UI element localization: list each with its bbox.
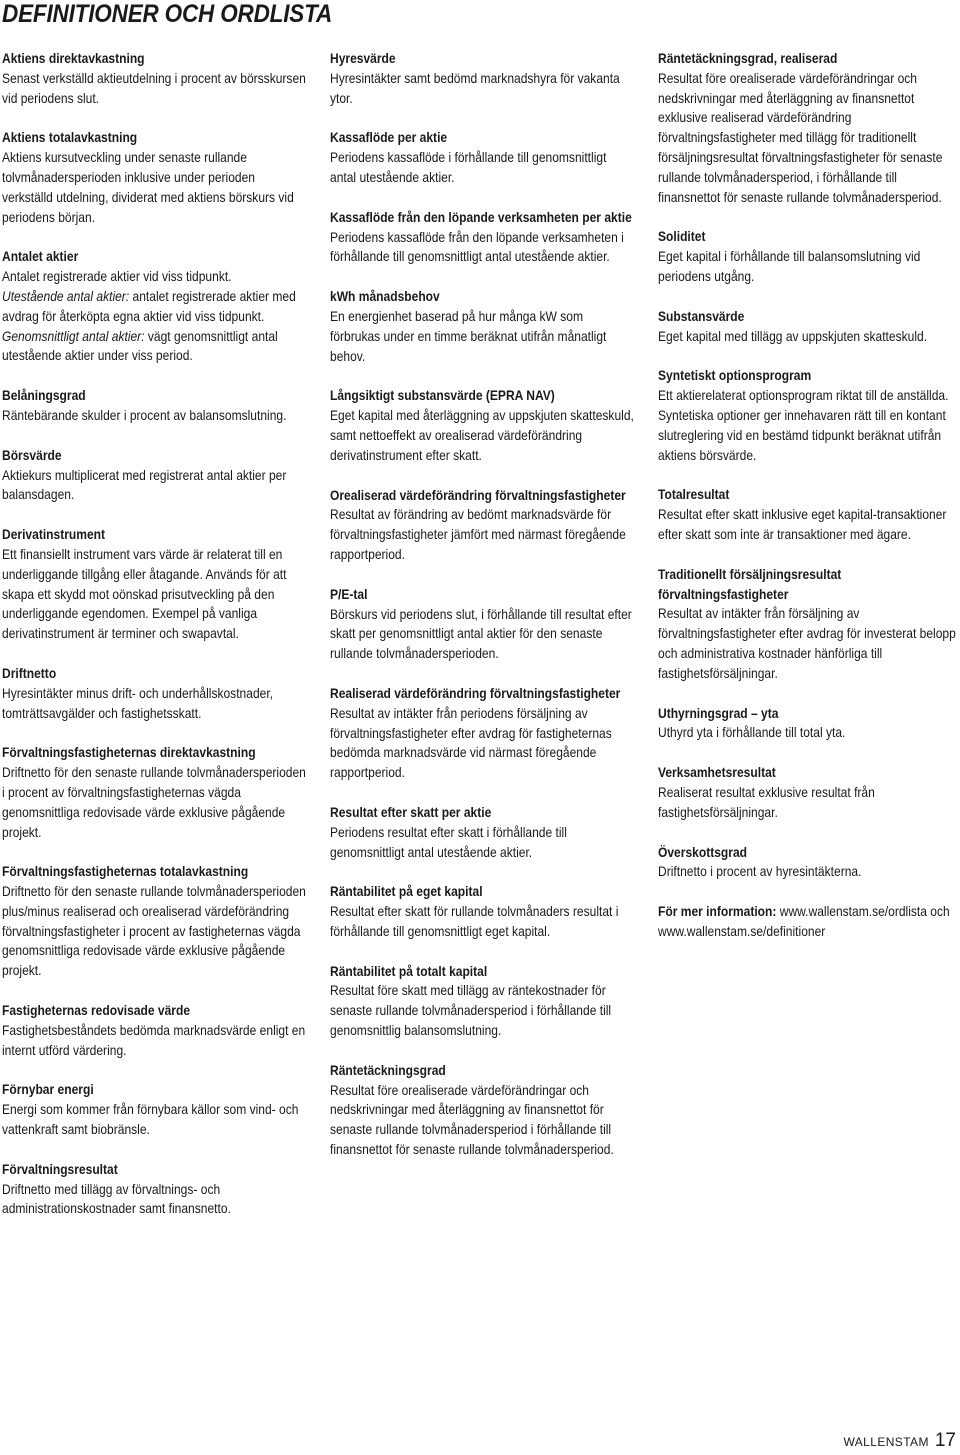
glossary-entry-belaningsgrad (2, 386, 307, 426)
glossary-entry-substansvarde (658, 307, 958, 347)
glossary-definition: Eget kapital med återläggning av uppskjuten skatteskuld, samt nettoeffekt av orealiserad värdeförändring derivatinstrument efter skatt. (330, 407, 634, 463)
glossary-entry-uthyrningsgrad-yta (658, 704, 958, 744)
glossary-column-3 (658, 49, 958, 942)
glossary-term: Förnybar energi (2, 1081, 94, 1098)
glossary-term: Aktiens totalavkastning (2, 129, 138, 146)
glossary-term: Totalresultat (658, 486, 730, 503)
glossary-definition: En energienhet baserad på hur många kW som förbrukas under en timme beräknat utifrån månatligt behov. (330, 307, 607, 364)
glossary-entry-derivatinstrument (2, 525, 307, 644)
glossary-entry-fornybar-energi (2, 1080, 307, 1139)
glossary-definition: Resultat före orealiserade värdeförändringar och nedskrivningar med återläggning av finansnettot för senaste rullande tolvmånadersperiod i förhållande till finansnettot för senaste rullande tolvmånadersperiod. (330, 1081, 614, 1158)
glossary-entry-borsvarde (2, 446, 307, 505)
glossary-term: Förvaltningsresultat (2, 1160, 118, 1177)
glossary-definition: Realiserat resultat exklusive resultat från fastighetsförsäljningar. (658, 783, 875, 820)
glossary-definition: Resultat av förändring av bedömt marknadsvärde för förvaltningsfastigheter jämfört med närmast föregående rapportperiod. (330, 506, 626, 562)
definition-subterm: Genomsnittligt antal aktier: (2, 327, 145, 344)
glossary-definition: Räntebärande skulder i procent av balansomslutning. (2, 406, 287, 423)
glossary-definition: Energi som kommer från förnybara källor som vind- och vattenkraft samt biobränsle. (2, 1101, 299, 1138)
glossary-entry-aktiens-direktavkastning (2, 49, 307, 108)
glossary-definition: Resultat före skatt med tillägg av räntekostnader för senaste rullande tolvmånadersperiod i förhållande till genomsnittlig balansomslutning. (330, 982, 612, 1039)
more-information-label: För mer information: (658, 903, 777, 920)
glossary-entry-traditionellt-forsaljningsresultat-forvaltningsfastigheter (658, 565, 958, 684)
glossary-definition: Resultat av intäkter från periodens försäljning av förvaltningsfastigheter efter avdrag för fastigheternas bedömda marknadsvärde vid närmast föregående rapportperiod. (330, 704, 612, 781)
glossary-entry-verksamhetsresultat (658, 763, 958, 822)
glossary-term: Orealiserad värdeförändring förvaltningsfastigheter (330, 486, 626, 503)
glossary-entry-hyresvarde (330, 49, 635, 108)
glossary-term: Förvaltningsfastigheternas totalavkastning (2, 863, 249, 880)
glossary-entry-rantetackningsgrad (330, 1061, 635, 1160)
glossary-column-2 (330, 49, 635, 1180)
glossary-term: Soliditet (658, 228, 706, 245)
glossary-entry-fastigheternas-redovisade-varde (2, 1001, 307, 1060)
glossary-term: Hyresvärde (330, 50, 396, 66)
glossary-term: kWh månadsbehov (330, 288, 440, 305)
glossary-term: Verksamhetsresultat (658, 764, 776, 781)
glossary-definition: Resultat av intäkter från försäljning av förvaltningsfastigheter efter avdrag för investerat belopp och administrativa kostnader hänförliga till fastighetsförsäljningar. (658, 605, 956, 681)
glossary-definition: Periodens kassaflöde i förhållande till genomsnittligt antal utestående aktier. (330, 149, 607, 185)
glossary-term: Börsvärde (2, 446, 62, 463)
glossary-entry-syntetiskt-optionsprogram (658, 366, 958, 465)
glossary-definition: Fastighetsbeståndets bedömda marknadsvärde enligt en internt utförd värdering. (2, 1021, 306, 1058)
glossary-definition: Periodens resultat efter skatt i förhållande till genomsnittligt antal utestående aktier. (330, 823, 567, 860)
glossary-term: Driftnetto (2, 664, 57, 681)
glossary-column-1 (2, 49, 307, 1239)
glossary-term: Resultat efter skatt per aktie (330, 803, 492, 820)
glossary-definition: Hyresintäkter minus drift- och underhållskostnader, tomträttsavgälder och fastighetsskatt. (2, 684, 274, 721)
glossary-entry-p-e-tal (330, 585, 635, 664)
glossary-term: Räntetäckningsgrad, realiserad (658, 50, 838, 66)
glossary-definition: Driftnetto för den senaste rullande tolvmånadersperioden plus/minus realiserad och orealiserad värdeförändring förvaltningsfastigheter i procent av fastigheternas vägda genomsnittliga redovisade värde exklusive pågående projekt. (2, 883, 306, 979)
glossary-term: Uthyrningsgrad – yta (658, 704, 779, 721)
glossary-entry-antalet-aktier (2, 247, 307, 366)
page-title: DEFINITIONER OCH ORDLISTA (2, 0, 333, 28)
glossary-definition: Ett finansiellt instrument vars värde är relaterat till en underliggande tillgång eller åtagande. Används för att skapa ett skydd mot oönskad prisutveckling på den underliggande egendomen. Exempel på vanliga derivatinstrument är terminer och swapavtal. (2, 545, 287, 642)
glossary-definition: Uthyrd yta i förhållande till total yta. (658, 724, 846, 741)
glossary-term: Derivatinstrument (2, 526, 106, 543)
glossary-definition: Driftnetto med tillägg av förvaltnings- och administrationskostnader samt finansnetto. (2, 1180, 231, 1217)
glossary-entry-driftnetto (2, 664, 307, 723)
glossary-entry-soliditet (658, 227, 958, 286)
definition-subterm: Utestående antal aktier: (2, 287, 130, 304)
glossary-entry-kassaflode-per-aktie (330, 128, 635, 187)
glossary-term: Kassaflöde per aktie (330, 129, 448, 146)
definition-text: vägt genomsnittligt antal utestående aktier under viss period. (2, 327, 278, 364)
page-footer (844, 1430, 957, 1452)
glossary-definition: Driftnetto i procent av hyresintäkterna. (658, 863, 862, 880)
glossary-definition: Resultat efter skatt för rullande tolvmånaders resultat i förhållande till genomsnittligt eget kapital. (330, 903, 619, 939)
glossary-definition: Periodens kassaflöde från den löpande verksamheten i förhållande till genomsnittligt antal utestående aktier. (330, 228, 624, 265)
definition-text: Antalet registrerade aktier vid viss tidpunkt. (2, 268, 232, 285)
glossary-term: Räntabilitet på totalt kapital (330, 962, 488, 979)
glossary-term: Syntetiskt optionsprogram (658, 367, 812, 384)
glossary-entry-forvaltningsfastigheternas-direktavkastning (2, 743, 307, 842)
glossary-term: Överskottsgrad (658, 843, 747, 860)
more-information-links[interactable]: www.wallenstam.se/ordlista och www.wallenstam.se/definitioner (658, 903, 950, 939)
glossary-definition: Ett aktierelaterat optionsprogram riktat till de anställda. Syntetiska optioner ger innehavaren rätt till en kontant slutreglering vid en bestämd tidpunkt beräknat utifrån aktiens börsvärde. (658, 387, 949, 463)
glossary-entry-orealiserad-vardeforandring-forvaltningsfastigheter (330, 486, 635, 565)
footer-brand: WALLENSTAM (843, 1435, 929, 1449)
glossary-term: Förvaltningsfastigheternas direktavkastning (2, 744, 256, 761)
glossary-term: Aktiens direktavkastning (2, 50, 145, 66)
glossary-term: Räntetäckningsgrad (330, 1061, 446, 1078)
glossary-definition: Eget kapital i förhållande till balansomslutning vid periodens utgång. (658, 248, 921, 284)
glossary-definition: Hyresintäkter samt bedömd marknadshyra för vakanta ytor. (330, 69, 620, 106)
glossary-entry-rantabilitet-pa-eget-kapital (330, 882, 635, 941)
glossary-term: Fastigheternas redovisade värde (2, 1002, 191, 1019)
glossary-entry-aktiens-totalavkastning (2, 128, 307, 227)
definition-text: antalet registrerade aktier med avdrag för återköpta egna aktier vid viss tidpunkt. (2, 287, 296, 324)
glossary-term: Räntabilitet på eget kapital (330, 883, 483, 900)
glossary-term: Långsiktigt substansvärde (EPRA NAV) (330, 387, 555, 404)
glossary-entry-forvaltningsresultat (2, 1160, 307, 1219)
more-information (658, 902, 958, 942)
glossary-entry-langsiktigt-substansvarde-epra-nav (330, 386, 635, 465)
glossary-definition: Aktiekurs multiplicerat med registrerat antal aktier per balansdagen. (2, 466, 287, 503)
glossary-term: Traditionellt försäljningsresultat förvaltningsfastigheter (658, 565, 842, 602)
glossary-definition (2, 267, 307, 366)
glossary-definition: Resultat före orealiserade värdeförändringar och nedskrivningar med återläggning av finansnettot exklusive realiserad värdeförändring förvaltningsfastigheter med tillägg för traditionellt försäljningsresultat förvaltningsfastigheter för senaste rullande tolvmånadersperiod, i förhållande till finansnettot för senaste rullande tolvmånadersperiod. (658, 69, 943, 205)
glossary-definition: Börskurs vid periodens slut, i förhållande till resultat efter skatt per genomsnittligt antal aktier för den senaste rullande tolvmånadersperioden. (330, 605, 632, 662)
page-number: 17 (934, 1430, 956, 1451)
glossary-entry-forvaltningsfastigheternas-totalavkastning (2, 862, 307, 981)
glossary-definition: Aktiens kursutveckling under senaste rullande tolvmånadersperioden inklusive under perioden verkställd utdelning, dividerat med aktiens börskurs vid periodens början. (2, 149, 294, 225)
glossary-entry-realiserad-vardeforandring-forvaltningsfastigheter (330, 684, 635, 783)
glossary-definition: Eget kapital med tillägg av uppskjuten skatteskuld. (658, 327, 928, 344)
glossary-definition: Driftnetto för den senaste rullande tolvmånadersperioden i procent av förvaltningsfastigheternas vägda genomsnittliga redovisade värde exklusive pågående projekt. (2, 764, 306, 840)
glossary-definition: Senast verkställd aktieutdelning i procent av börsskursen vid periodens slut. (2, 69, 306, 106)
glossary-entry-rantetackningsgrad-realiserad (658, 49, 958, 207)
glossary-term: Substansvärde (658, 307, 745, 324)
glossary-term: Antalet aktier (2, 248, 79, 265)
glossary-term: P/E-tal (330, 585, 368, 602)
glossary-entry-totalresultat (658, 485, 958, 544)
glossary-term: Belåningsgrad (2, 387, 86, 404)
glossary-term: Realiserad värdeförändring förvaltningsfastigheter (330, 684, 621, 701)
glossary-definition: Resultat efter skatt inklusive eget kapital-transaktioner efter skatt som inte är transaktioner med ägare. (658, 506, 947, 542)
glossary-entry-overskottsgrad (658, 843, 958, 883)
glossary-entry-rantabilitet-pa-totalt-kapital (330, 962, 635, 1041)
glossary-entry-kwh-manadsbehov (330, 287, 635, 366)
glossary-entry-resultat-efter-skatt-per-aktie (330, 803, 635, 862)
glossary-entry-kassaflode-fran-den-lopande-verksamheten-per-aktie (330, 208, 635, 267)
glossary-term: Kassaflöde från den löpande verksamheten per aktie (330, 208, 632, 225)
